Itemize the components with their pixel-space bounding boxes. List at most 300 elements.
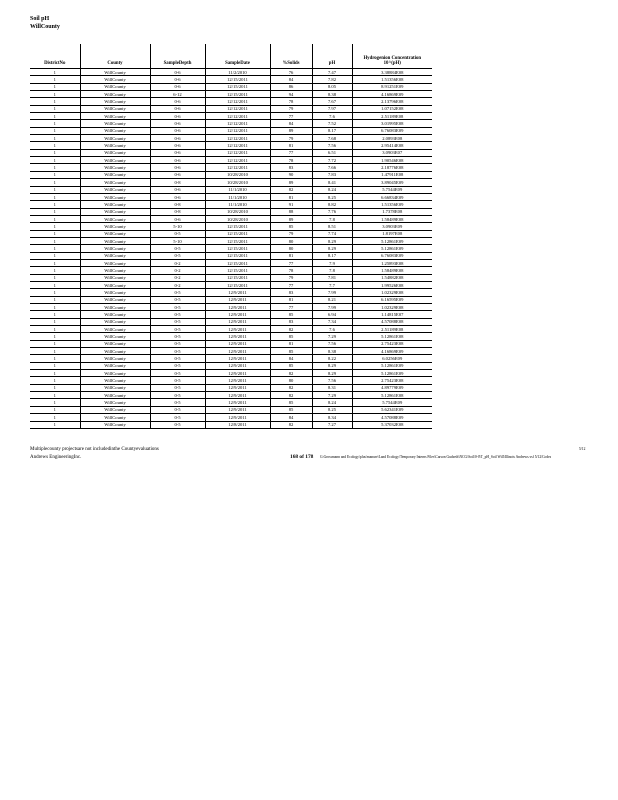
cell-hydrogen: 3.89045E09 [352, 179, 432, 186]
table-row [30, 370, 432, 377]
cell-ph: 7.8 [312, 215, 352, 222]
cell-ph: 8.17 [312, 252, 352, 259]
cell-hydrogen: 1.51356E08 [352, 76, 432, 83]
cell-districtno: 1 [30, 230, 80, 237]
cell-districtno: 1 [30, 333, 80, 340]
cell-ph: 8.17 [312, 127, 352, 134]
cell-ph: 8.05 [312, 83, 352, 90]
cell-county: WillCounty [80, 69, 150, 76]
cell-solids: 85 [270, 406, 312, 413]
cell-sampledate: 12/12/2011 [205, 113, 270, 120]
cell-ph: 7.74 [312, 230, 352, 237]
table-row [30, 171, 432, 178]
cell-districtno: 1 [30, 105, 80, 112]
cell-ph: 6.94 [312, 311, 352, 318]
cell-ph: 8.29 [312, 245, 352, 252]
cell-county: WillCounty [80, 91, 150, 98]
cell-hydrogen: 3.0903E09 [352, 223, 432, 230]
cell-districtno: 1 [30, 135, 80, 142]
cell-solids: 81 [270, 142, 312, 149]
cell-ph: 7.76 [312, 208, 352, 215]
cell-ph: 7.56 [312, 377, 352, 384]
table-header-row [30, 44, 432, 69]
cell-districtno: 1 [30, 355, 80, 362]
cell-sampledate: 12/9/2011 [205, 340, 270, 347]
cell-sampledate: 12/12/2011 [205, 105, 270, 112]
cell-ph: 7.6 [312, 113, 352, 120]
cell-districtno: 1 [30, 406, 80, 413]
cell-districtno: 1 [30, 127, 80, 134]
cell-sampledepth: 0-5 [150, 326, 205, 333]
data-table [30, 44, 432, 429]
cell-sampledate: 11/2/2010 [205, 69, 270, 76]
cell-county: WillCounty [80, 120, 150, 127]
cell-hydrogen: 1.25893E08 [352, 259, 432, 266]
table-row [30, 296, 432, 303]
cell-county: WillCounty [80, 193, 150, 200]
cell-sampledate: 12/9/2011 [205, 392, 270, 399]
cell-sampledate: 12/9/2011 [205, 311, 270, 318]
cell-solids: 85 [270, 333, 312, 340]
table-row [30, 120, 432, 127]
cell-solids: 78 [270, 98, 312, 105]
cell-county: WillCounty [80, 171, 150, 178]
cell-sampledate: 10/28/2010 [205, 208, 270, 215]
cell-ph: 7.29 [312, 333, 352, 340]
cell-sampledate: 12/12/2011 [205, 164, 270, 171]
cell-districtno: 1 [30, 186, 80, 193]
cell-solids: 86 [270, 83, 312, 90]
cell-ph: 7.56 [312, 142, 352, 149]
cell-county: WillCounty [80, 157, 150, 164]
cell-county: WillCounty [80, 252, 150, 259]
cell-districtno: 1 [30, 340, 80, 347]
cell-sampledate: 12/9/2011 [205, 304, 270, 311]
cell-hydrogen: 1.99526E08 [352, 281, 432, 288]
cell-solids: 84 [270, 76, 312, 83]
cell-solids: 79 [270, 230, 312, 237]
cell-sampledate: 12/15/2011 [205, 274, 270, 281]
cell-ph: 7.34 [312, 318, 352, 325]
cell-sampledate: 12/12/2011 [205, 135, 270, 142]
cell-hydrogen: 3.01995E08 [352, 120, 432, 127]
table-row [30, 414, 432, 421]
cell-ph: 8.31 [312, 384, 352, 391]
cell-sampledepth: 0-6 [150, 215, 205, 222]
table-row [30, 83, 432, 90]
col-header-hydrogen-line1: Hydrogenion Concentration [363, 56, 422, 61]
cell-ph: 7.56 [312, 340, 352, 347]
cell-sampledepth: 0-5 [150, 340, 205, 347]
table-row [30, 340, 432, 347]
cell-county: WillCounty [80, 105, 150, 112]
cell-sampledepth: 5-10 [150, 237, 205, 244]
col-header-districtno: DistrictNo [30, 44, 80, 69]
col-header-county: County [80, 44, 150, 69]
cell-sampledepth: 0-6 [150, 98, 205, 105]
cell-solids: 81 [270, 193, 312, 200]
cell-sampledepth: 0-5 [150, 421, 205, 428]
cell-county: WillCounty [80, 215, 150, 222]
cell-county: WillCounty [80, 274, 150, 281]
cell-sampledate: 12/12/2011 [205, 157, 270, 164]
table-row [30, 399, 432, 406]
cell-solids: 85 [270, 223, 312, 230]
cell-sampledate: 12/9/2011 [205, 399, 270, 406]
cell-sampledepth: 0-6 [150, 83, 205, 90]
table-body [30, 69, 432, 429]
table-row [30, 289, 432, 296]
cell-hydrogen: 5.12861E09 [352, 370, 432, 377]
cell-hydrogen: 1.90546E08 [352, 157, 432, 164]
cell-hydrogen: 2.13796E08 [352, 98, 432, 105]
cell-districtno: 1 [30, 281, 80, 288]
table-row [30, 333, 432, 340]
cell-county: WillCounty [80, 201, 150, 208]
cell-solids: 80 [270, 377, 312, 384]
cell-county: WillCounty [80, 164, 150, 171]
cell-districtno: 1 [30, 370, 80, 377]
cell-ph: 7.66 [312, 164, 352, 171]
page-subtitle: WillCounty [30, 24, 60, 30]
print-date: 5/12 [579, 447, 586, 451]
cell-sampledate: 12/15/2011 [205, 245, 270, 252]
cell-sampledate: 12/12/2011 [205, 127, 270, 134]
cell-districtno: 1 [30, 289, 80, 296]
cell-county: WillCounty [80, 142, 150, 149]
cell-hydrogen: 1.02329E08 [352, 289, 432, 296]
cell-ph: 7.7 [312, 281, 352, 288]
cell-county: WillCounty [80, 355, 150, 362]
cell-sampledepth: 0-2 [150, 281, 205, 288]
cell-hydrogen: 6.76083E09 [352, 127, 432, 134]
cell-solids: 83 [270, 318, 312, 325]
cell-county: WillCounty [80, 384, 150, 391]
cell-sampledepth: 0-2 [150, 267, 205, 274]
cell-ph: 7.72 [312, 157, 352, 164]
cell-sampledepth: 0-5 [150, 304, 205, 311]
cell-hydrogen: 3.38884E08 [352, 69, 432, 76]
cell-solids: 82 [270, 186, 312, 193]
cell-hydrogen: 5.12861E08 [352, 392, 432, 399]
cell-sampledepth: 0-6 [150, 186, 205, 193]
page-title: Soil pH [30, 16, 50, 22]
cell-sampledepth: 0-5 [150, 245, 205, 252]
cell-sampledepth: 0-5 [150, 392, 205, 399]
cell-ph: 7.52 [312, 120, 352, 127]
cell-districtno: 1 [30, 362, 80, 369]
cell-sampledate: 12/9/2011 [205, 414, 270, 421]
cell-hydrogen: 2.95414E08 [352, 142, 432, 149]
cell-hydrogen: 4.57088E08 [352, 318, 432, 325]
cell-solids: 83 [270, 289, 312, 296]
cell-sampledepth: 0-5 [150, 296, 205, 303]
cell-ph: 7.8 [312, 267, 352, 274]
cell-hydrogen: 5.12861E08 [352, 333, 432, 340]
cell-districtno: 1 [30, 69, 80, 76]
cell-hydrogen: 2.51189E08 [352, 113, 432, 120]
cell-hydrogen: 5.62341E09 [352, 406, 432, 413]
table-row [30, 113, 432, 120]
cell-ph: 7.68 [312, 135, 352, 142]
cell-hydrogen: 5.12861E09 [352, 362, 432, 369]
cell-districtno: 1 [30, 392, 80, 399]
cell-sampledepth: 0-2 [150, 259, 205, 266]
cell-hydrogen: 6.66834E09 [352, 193, 432, 200]
table-row [30, 105, 432, 112]
table-row [30, 318, 432, 325]
cell-ph: 7.81 [312, 274, 352, 281]
cell-solids: 82 [270, 421, 312, 428]
cell-hydrogen: 5.7544E09 [352, 186, 432, 193]
cell-county: WillCounty [80, 267, 150, 274]
cell-sampledate: 12/15/2011 [205, 91, 270, 98]
cell-solids: 77 [270, 113, 312, 120]
cell-ph: 7.47 [312, 69, 352, 76]
cell-solids: 80 [270, 237, 312, 244]
cell-solids: 90 [270, 171, 312, 178]
table-row [30, 348, 432, 355]
cell-sampledate: 12/9/2011 [205, 296, 270, 303]
cell-sampledepth: 0-2 [150, 274, 205, 281]
cell-sampledate: 12/9/2011 [205, 326, 270, 333]
cell-county: WillCounty [80, 149, 150, 156]
cell-districtno: 1 [30, 91, 80, 98]
cell-sampledate: 12/9/2011 [205, 348, 270, 355]
table-row [30, 215, 432, 222]
cell-hydrogen: 5.7544E09 [352, 399, 432, 406]
cell-solids: 84 [270, 120, 312, 127]
cell-hydrogen: 2.0893E08 [352, 135, 432, 142]
cell-districtno: 1 [30, 201, 80, 208]
cell-ph: 8.51 [312, 223, 352, 230]
cell-sampledepth: 0-5 [150, 348, 205, 355]
cell-solids: 77 [270, 259, 312, 266]
cell-sampledate: 12/9/2011 [205, 333, 270, 340]
cell-sampledepth: 0-6 [150, 164, 205, 171]
cell-sampledate: 12/15/2011 [205, 237, 270, 244]
cell-ph: 8.41 [312, 179, 352, 186]
page-number: 168 of 178 [290, 454, 314, 460]
cell-ph: 7.6 [312, 326, 352, 333]
cell-ph: 8.24 [312, 186, 352, 193]
table-row [30, 179, 432, 186]
cell-ph: 8.29 [312, 237, 352, 244]
cell-ph: 6.51 [312, 149, 352, 156]
table-row [30, 164, 432, 171]
cell-sampledepth: 0-5 [150, 311, 205, 318]
col-header-hydrogen [352, 44, 432, 69]
cell-sampledepth: 0-8 [150, 201, 205, 208]
cell-sampledepth: 6-12 [150, 91, 205, 98]
cell-county: WillCounty [80, 223, 150, 230]
cell-hydrogen: 2.75423E08 [352, 340, 432, 347]
cell-county: WillCounty [80, 296, 150, 303]
cell-districtno: 1 [30, 377, 80, 384]
cell-sampledepth: 0-8 [150, 179, 205, 186]
cell-county: WillCounty [80, 179, 150, 186]
cell-ph: 8.25 [312, 406, 352, 413]
cell-hydrogen: 2.18776E08 [352, 164, 432, 171]
table-row [30, 91, 432, 98]
table-row [30, 186, 432, 193]
cell-sampledate: 10/28/2010 [205, 215, 270, 222]
cell-solids: 89 [270, 127, 312, 134]
cell-ph: 7.9 [312, 259, 352, 266]
cell-county: WillCounty [80, 370, 150, 377]
cell-ph: 8.21 [312, 296, 352, 303]
cell-sampledate: 12/9/2011 [205, 370, 270, 377]
cell-hydrogen: 6.0256E09 [352, 355, 432, 362]
cell-county: WillCounty [80, 98, 150, 105]
cell-sampledate: 12/9/2011 [205, 384, 270, 391]
cell-county: WillCounty [80, 289, 150, 296]
cell-hydrogen: 4.89779E09 [352, 384, 432, 391]
cell-sampledepth: 0-6 [150, 105, 205, 112]
cell-sampledepth: 0-5 [150, 362, 205, 369]
cell-districtno: 1 [30, 149, 80, 156]
cell-hydrogen: 1.8197E08 [352, 230, 432, 237]
cell-districtno: 1 [30, 318, 80, 325]
cell-solids: 81 [270, 296, 312, 303]
cell-sampledepth: 0-5 [150, 318, 205, 325]
cell-ph: 8.29 [312, 362, 352, 369]
table-row [30, 69, 432, 76]
cell-sampledepth: 0-5 [150, 384, 205, 391]
cell-ph: 7.27 [312, 421, 352, 428]
cell-county: WillCounty [80, 259, 150, 266]
cell-solids: 79 [270, 135, 312, 142]
cell-county: WillCounty [80, 362, 150, 369]
cell-county: WillCounty [80, 311, 150, 318]
cell-ph: 7.83 [312, 171, 352, 178]
cell-districtno: 1 [30, 421, 80, 428]
cell-ph: 7.97 [312, 105, 352, 112]
cell-solids: 76 [270, 69, 312, 76]
cell-districtno: 1 [30, 296, 80, 303]
cell-hydrogen: 4.16869E09 [352, 348, 432, 355]
col-header-sampledepth: SampleDepth [150, 44, 205, 69]
cell-districtno: 1 [30, 208, 80, 215]
table-row [30, 201, 432, 208]
cell-districtno: 1 [30, 326, 80, 333]
cell-county: WillCounty [80, 348, 150, 355]
cell-sampledepth: 0-6 [150, 157, 205, 164]
cell-solids: 77 [270, 281, 312, 288]
cell-ph: 8.38 [312, 348, 352, 355]
table-row [30, 127, 432, 134]
col-header-solids: %Solids [270, 44, 312, 69]
cell-sampledepth: 0-6 [150, 127, 205, 134]
cell-sampledepth: 0-6 [150, 193, 205, 200]
cell-sampledate: 12/15/2011 [205, 281, 270, 288]
cell-county: WillCounty [80, 326, 150, 333]
cell-hydrogen: 2.75423E08 [352, 377, 432, 384]
cell-county: WillCounty [80, 281, 150, 288]
cell-districtno: 1 [30, 311, 80, 318]
cell-hydrogen: 6.76083E09 [352, 252, 432, 259]
cell-sampledepth: 0-5 [150, 414, 205, 421]
cell-solids: 77 [270, 149, 312, 156]
cell-sampledate: 12/12/2011 [205, 120, 270, 127]
cell-sampledepth: 0-6 [150, 76, 205, 83]
cell-solids: 79 [270, 105, 312, 112]
cell-sampledate: 12/15/2011 [205, 76, 270, 83]
cell-districtno: 1 [30, 142, 80, 149]
cell-solids: 94 [270, 91, 312, 98]
table-row [30, 406, 432, 413]
cell-county: WillCounty [80, 186, 150, 193]
table-row [30, 311, 432, 318]
cell-hydrogen: 3.0903E07 [352, 149, 432, 156]
cell-sampledate: 11/1/2010 [205, 193, 270, 200]
cell-districtno: 1 [30, 414, 80, 421]
table-row [30, 193, 432, 200]
table-row [30, 392, 432, 399]
col-header-hydrogen-line2: 10^(pH) [383, 61, 401, 66]
cell-hydrogen: 8.91251E09 [352, 83, 432, 90]
cell-sampledepth: 0-5 [150, 230, 205, 237]
cell-sampledate: 12/15/2011 [205, 267, 270, 274]
cell-sampledepth: 5-10 [150, 223, 205, 230]
table-row [30, 223, 432, 230]
cell-hydrogen: 1.07152E08 [352, 105, 432, 112]
cell-districtno: 1 [30, 171, 80, 178]
cell-sampledepth: 0-6 [150, 69, 205, 76]
table-row [30, 230, 432, 237]
cell-sampledate: 12/15/2011 [205, 230, 270, 237]
table-row [30, 252, 432, 259]
table-row [30, 135, 432, 142]
table-row [30, 377, 432, 384]
cell-sampledate: 12/9/2011 [205, 289, 270, 296]
cell-districtno: 1 [30, 193, 80, 200]
cell-sampledate: 10/28/2010 [205, 171, 270, 178]
cell-districtno: 1 [30, 157, 80, 164]
cell-sampledepth: 0-6 [150, 120, 205, 127]
cell-sampledate: 12/9/2011 [205, 355, 270, 362]
cell-sampledate: 12/9/2011 [205, 318, 270, 325]
cell-ph: 8.38 [312, 91, 352, 98]
cell-solids: 85 [270, 348, 312, 355]
cell-sampledepth: 0-6 [150, 171, 205, 178]
col-header-sampledate: SampleDate [205, 44, 270, 69]
cell-sampledate: 12/12/2011 [205, 149, 270, 156]
cell-sampledate: 12/15/2011 [205, 83, 270, 90]
table-row [30, 384, 432, 391]
cell-sampledate: 12/12/2011 [205, 98, 270, 105]
cell-solids: 78 [270, 157, 312, 164]
cell-solids: 85 [270, 311, 312, 318]
cell-county: WillCounty [80, 340, 150, 347]
cell-county: WillCounty [80, 421, 150, 428]
cell-sampledate: 12/12/2011 [205, 142, 270, 149]
cell-districtno: 1 [30, 245, 80, 252]
table-row [30, 274, 432, 281]
cell-ph: 7.99 [312, 289, 352, 296]
cell-ph: 7.82 [312, 76, 352, 83]
cell-solids: 82 [270, 392, 312, 399]
cell-districtno: 1 [30, 237, 80, 244]
table-row [30, 362, 432, 369]
cell-county: WillCounty [80, 406, 150, 413]
cell-districtno: 1 [30, 98, 80, 105]
cell-hydrogen: 6.16595E09 [352, 296, 432, 303]
cell-districtno: 1 [30, 120, 80, 127]
cell-county: WillCounty [80, 230, 150, 237]
table-row [30, 157, 432, 164]
table-row [30, 267, 432, 274]
